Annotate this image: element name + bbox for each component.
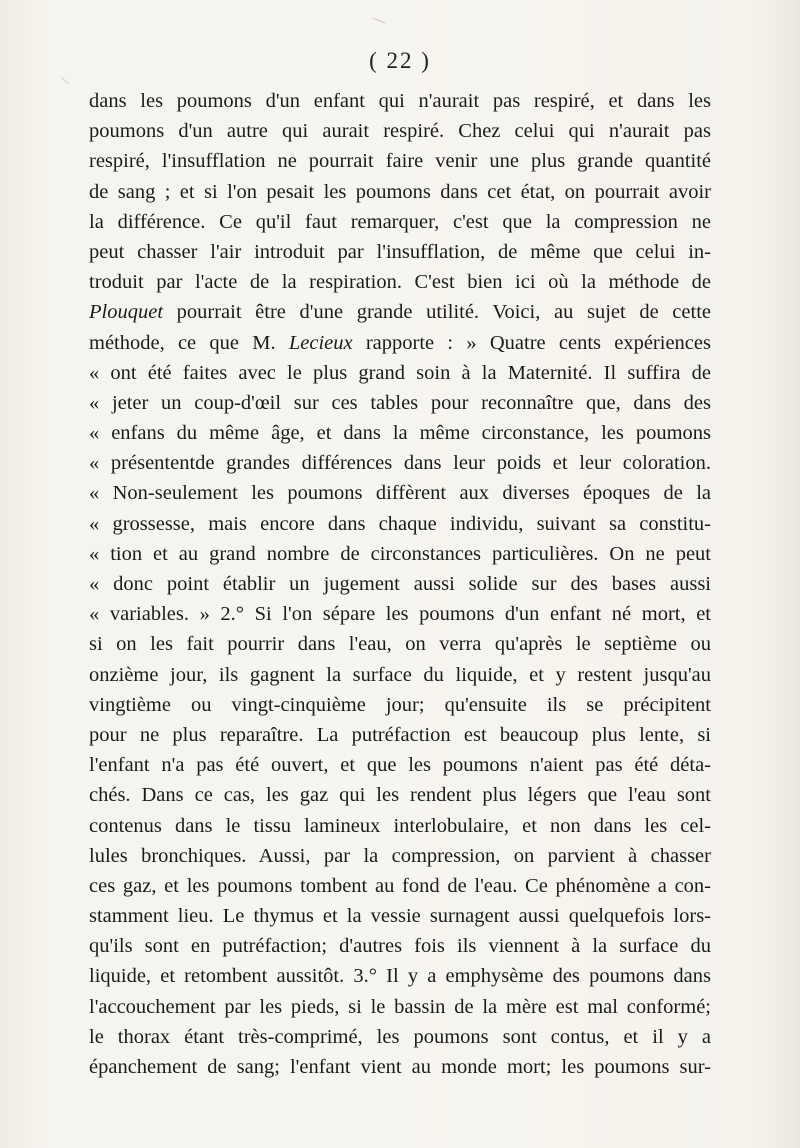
author-name-lecieux: Lecieux xyxy=(288,331,353,354)
text-segment: rapporte : » Quatre cents expériences xyxy=(352,331,711,354)
text-line: si on les fait pourrir dans l'eau, on verra qu'après le septième ou xyxy=(89,633,711,656)
text-body xyxy=(89,86,711,1082)
text-line: « Non-seulement les poumons diffèrent aux diverses époques de la xyxy=(89,482,711,505)
text-line: respiré, l'insufflation ne pourrait faire venir une plus grande quantité xyxy=(89,150,711,173)
text-line: l'accouchement par les pieds, si le bassin de la mère est mal conformé; xyxy=(89,995,711,1018)
text-line: le thorax étant très-comprimé, les poumons sont contus, et il y a xyxy=(89,1025,711,1048)
text-line: « enfans du même âge, et dans la même circonstance, les poumons xyxy=(89,422,711,445)
text-line: la différence. Ce qu'il faut remarquer, c'est que la compression ne xyxy=(89,210,711,233)
text-line: lules bronchiques. Aussi, par la compression, on parvient à chasser xyxy=(89,844,711,867)
text-segment: méthode, ce que M. xyxy=(89,331,289,354)
text-line: « variables. » 2.° Si l'on sépare les poumons d'un enfant né mort, et xyxy=(89,603,711,626)
text-segment: pourrait être d'une grande utilité. Voici, au sujet de cette xyxy=(163,301,711,324)
text-line: ces gaz, et les poumons tombent au fond de l'eau. Ce phénomène a con- xyxy=(89,874,711,897)
text-line: vingtième ou vingt-cinquième jour; qu'ensuite ils se précipitent xyxy=(89,693,711,716)
text-line: « tion et au grand nombre de circonstances particulières. On ne peut xyxy=(89,542,711,565)
text-line: poumons d'un autre qui aurait respiré. Chez celui qui n'aurait pas xyxy=(89,120,711,143)
text-line: « donc point établir un jugement aussi solide sur des bases aussi xyxy=(89,573,711,595)
text-line: de sang ; et si l'on pesait les poumons dans cet état, on pourrait avoir xyxy=(89,180,711,203)
text-line: liquide, et retombent aussitôt. 3.° Il y a emphysème des poumons dans xyxy=(89,965,711,988)
author-name-plouquet: Plouquet xyxy=(89,301,164,324)
text-line: troduit par l'acte de la respiration. C'est bien ici où la méthode de xyxy=(89,271,711,294)
text-line: peut chasser l'air introduit par l'insufflation, de même que celui in- xyxy=(89,240,711,263)
text-line: chés. Dans ce cas, les gaz qui les rendent plus légers que l'eau sont xyxy=(89,784,711,807)
text-line: l'enfant n'a pas été ouvert, et que les poumons n'aient pas été déta- xyxy=(89,754,711,777)
text-line: « jeter un coup-d'œil sur ces tables pour reconnaître que, dans des xyxy=(89,391,711,414)
text-line: « présententde grandes différences dans leur poids et leur coloration. xyxy=(89,452,711,475)
text-line: « ont été faites avec le plus grand soin à la Maternité. Il suffira de xyxy=(89,361,711,384)
text-line: onzième jour, ils gagnent la surface du liquide, et y restent jusqu'au xyxy=(89,663,711,686)
text-line xyxy=(89,297,711,327)
page-number: ( 22 ) xyxy=(369,48,431,73)
page-mark xyxy=(61,77,69,84)
text-line: qu'ils sont en putréfaction; d'autres fois ils viennent à la surface du xyxy=(89,935,711,958)
text-line: « grossesse, mais encore dans chaque individu, suivant sa constitu- xyxy=(89,512,711,535)
page-mark xyxy=(372,18,385,24)
text-line: pour ne plus reparaître. La putréfaction est beaucoup plus lente, si xyxy=(89,723,711,746)
text-line xyxy=(89,328,711,358)
text-line: dans les poumons d'un enfant qui n'aurait pas respiré, et dans les xyxy=(89,90,711,112)
text-line: contenus dans le tissu lamineux interlobulaire, et non dans les cel- xyxy=(89,814,711,837)
text-line: épanchement de sang; l'enfant vient au monde mort; les poumons sur- xyxy=(89,1056,711,1078)
text-line: stamment lieu. Le thymus et la vessie surnagent aussi quelquefois lors- xyxy=(89,905,711,928)
